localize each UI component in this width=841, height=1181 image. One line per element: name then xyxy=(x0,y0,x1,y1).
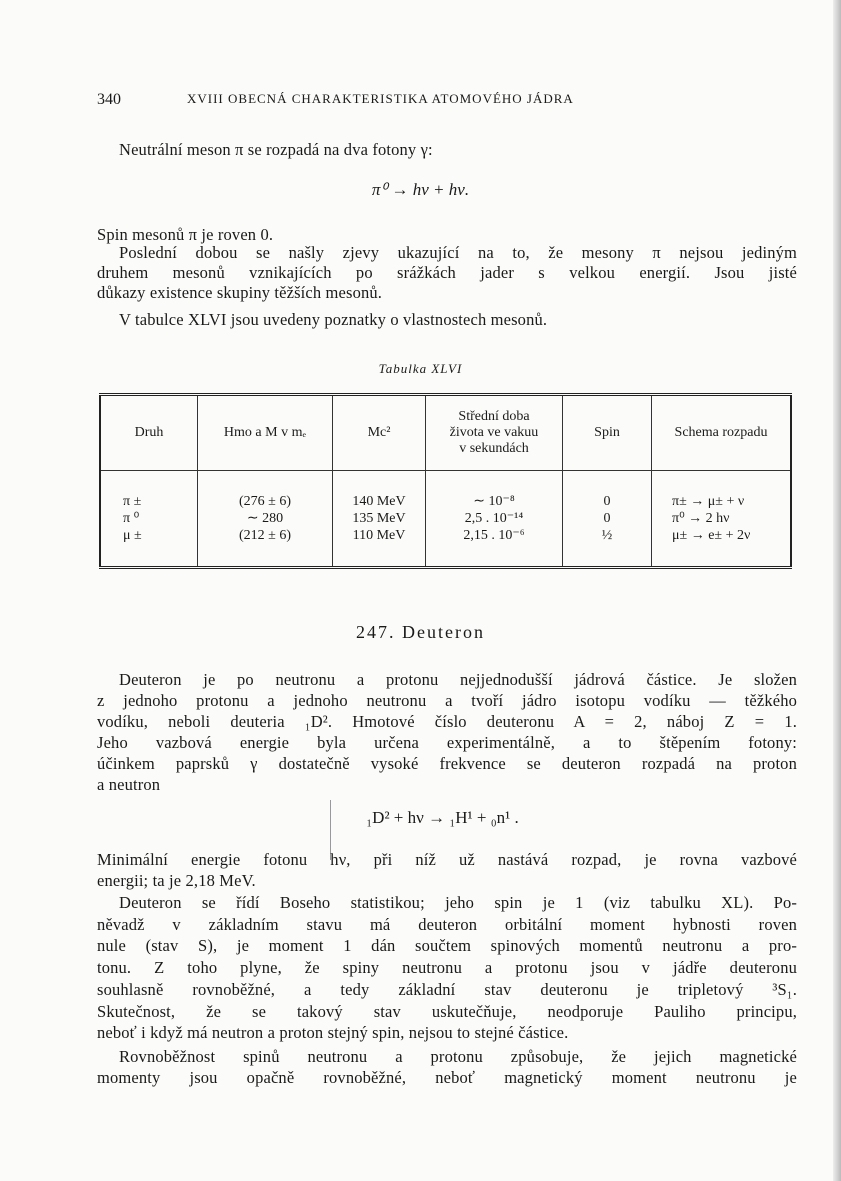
text-line: nule (stav S), je moment 1 dán součtem spinových momentů neutronu a pro- xyxy=(97,936,797,955)
text-line: Jeho vazbová energie byla určena experimentálně, a to štěpením fotony: xyxy=(97,733,797,752)
text-line: vodíku, neboli deuteria ₁D². Hmotové číslo deuteronu A = 2, náboj Z = 1. xyxy=(97,712,797,731)
text-line: důkazy existence skupiny těžších mesonů. xyxy=(97,283,383,302)
text-line: V tabulce XLVI jsou uvedeny poznatky o vlastnostech mesonů. xyxy=(119,310,548,329)
page-edge xyxy=(833,0,841,1181)
text-line: a neutron xyxy=(97,775,161,794)
text-line: z jednoho protonu a jednoho neutronu a tvoří jádro isotopu vodíku — těžkého xyxy=(97,691,797,710)
header-mass: Hmo a M v mₑ xyxy=(198,395,333,471)
text-line: Poslední dobou se našly zjevy ukazující na to, že mesony π nejsou jediným xyxy=(119,243,797,262)
text-line: Deuteron se řídí Boseho statistikou; jeho spin je 1 (viz tabulku XL). Po- xyxy=(119,893,797,912)
text-line: Spin mesonů π je roven 0. xyxy=(97,225,274,244)
text-line: Deuteron je po neutronu a protonu nejjednodušší jádrová částice. Je složen xyxy=(119,670,797,689)
col-spin xyxy=(563,471,652,568)
text-line: účinkem paprsků γ dostatečně vysoké frekvence se deuteron rozpadá na proton xyxy=(97,754,797,773)
header-lifetime-line: v sekundách xyxy=(459,441,529,456)
cell: π± → μ± + ν xyxy=(672,494,745,509)
header-lifetime-line: Střední doba xyxy=(458,409,530,424)
meson-table xyxy=(99,393,792,569)
header-lifetime xyxy=(426,395,563,471)
cell: μ± → e± + 2ν xyxy=(672,528,751,543)
table-caption: Tabulka XLVI xyxy=(378,361,463,376)
header-spin: Spin xyxy=(563,395,652,471)
cell: 2,15 . 10⁻⁶ xyxy=(463,528,525,543)
col-decay xyxy=(652,471,792,568)
header-druh: Druh xyxy=(100,395,198,471)
running-title: XVIII OBECNÁ CHARAKTERISTIKA ATOMOVÉHO JÁDRA xyxy=(187,91,574,106)
text-line: něvadž v základním stavu má deuteron orbitální moment hybnosti roven xyxy=(97,915,797,934)
table-body-row xyxy=(100,471,791,568)
running-header xyxy=(97,91,797,109)
text-line: Rovnoběžnost spinů neutronu a protonu způsobuje, že jejich magnetické xyxy=(119,1047,797,1066)
cell: π⁰ → 2 hν xyxy=(672,511,730,526)
cell: (212 ± 6) xyxy=(238,528,291,543)
equation-pion-decay: π⁰ → hν + hν. xyxy=(371,180,470,199)
page-number: 340 xyxy=(97,91,121,108)
text-line: energii; ta je 2,18 MeV. xyxy=(97,871,256,890)
cell: ∼ 280 xyxy=(246,511,284,526)
cell: π ⁰ xyxy=(123,511,140,526)
text-line: momenty jsou opačně rovnoběžné, neboť magnetický moment neutronu je xyxy=(97,1068,797,1087)
cell: 135 MeV xyxy=(352,511,406,526)
header-decay: Schema rozpadu xyxy=(652,395,792,471)
cell: π ± xyxy=(123,494,142,509)
text-line: druhem mesonů vznikajících po srážkách jader s velkou energií. Jsou jisté xyxy=(97,263,797,282)
col-mass xyxy=(198,471,333,568)
col-druh xyxy=(100,471,198,568)
text-line: Skutečnost, že se takový stav uskutečňuje, neodporuje Pauliho principu, xyxy=(97,1002,797,1021)
cell: μ ± xyxy=(123,528,142,543)
header-mc2: Mc² xyxy=(333,395,426,471)
col-mc2 xyxy=(333,471,426,568)
cell: 0 xyxy=(603,494,611,509)
text-line: Neutrální meson π se rozpadá na dva fotony γ: xyxy=(119,140,433,159)
text-line: tonu. Z toho plyne, že spiny neutronu a protonu jsou v jádře deuteronu xyxy=(97,958,797,977)
cell: (276 ± 6) xyxy=(238,494,291,509)
col-lifetime xyxy=(426,471,563,568)
text-line: neboť i když má neutron a proton stejný spin, nejsou to stejné částice. xyxy=(97,1023,569,1042)
table-header-row xyxy=(100,395,791,471)
equation-deuteron-split: ₁D² + hν → ₁H¹ + ₀n¹ . xyxy=(366,808,519,827)
text-line: souhlasně rovnoběžné, a tedy základní stav deuteronu je tripletový ³S₁. xyxy=(97,980,797,999)
cell: 0 xyxy=(603,511,611,526)
cell: ∼ 10⁻⁸ xyxy=(473,494,515,509)
text-line: Minimální energie fotonu hν, při níž už nastává rozpad, je rovna vazbové xyxy=(97,850,797,869)
header-lifetime-line: života ve vakuu xyxy=(449,425,539,440)
cell: 140 MeV xyxy=(352,494,406,509)
cell: 110 MeV xyxy=(352,528,406,543)
cell: 2,5 . 10⁻¹⁴ xyxy=(464,511,524,526)
section-title: 247. Deuteron xyxy=(356,622,485,642)
cell: ½ xyxy=(601,528,613,543)
